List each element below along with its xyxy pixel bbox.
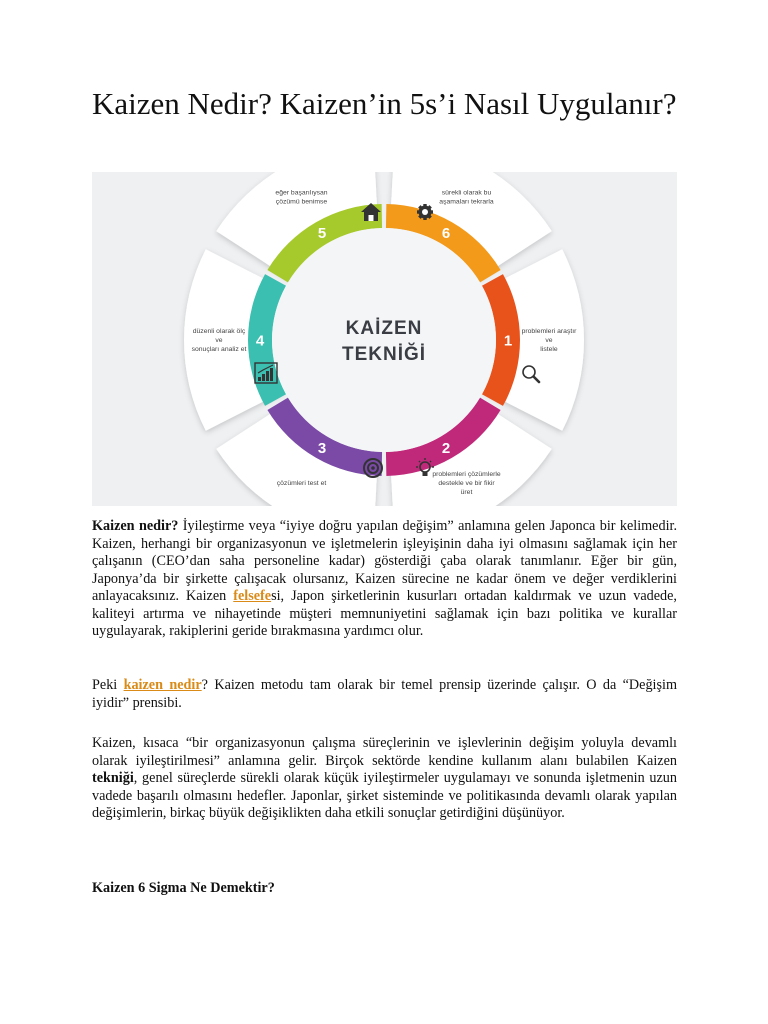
article-title: Kaizen Nedir? Kaizen’in 5s’i Nasıl Uygulanır? — [92, 86, 677, 121]
step-5-number: 5 — [317, 225, 327, 243]
step-5-label: eğer başarılıysan çözümü benimse — [275, 189, 328, 206]
step-4-label: düzenli olarak ölç ve sonuçları analiz et — [191, 328, 247, 353]
paragraph-improvement — [92, 735, 677, 823]
step-4-number: 4 — [255, 332, 265, 350]
paragraph-kaizen-definition — [92, 518, 677, 641]
step-6-label: sürekli olarak bu aşamaları tekrarla — [439, 189, 494, 206]
center-disc — [272, 228, 496, 452]
step-3-label: çözümleri test et — [276, 479, 327, 487]
step-1-number: 1 — [503, 332, 513, 350]
paragraph-text: , genel süreçlerde sürekli olarak küçük iyileştirmeler uygulamayı ve sonunda işletmenin uzun vadede başarılı olmasını hedefler. Japonlar, şirket sisteminde ve politikasında devamlı olarak yapılan değişimlerin, birkaç büyük değişiklikten daha etkili sonuçlar getirdiğini düşünüyor. — [92, 770, 677, 821]
step-6-number: 6 — [441, 225, 451, 243]
felsefe-link[interactable]: felsefe — [233, 588, 272, 604]
kaizen-wheel — [92, 172, 677, 506]
paragraph-bold-word: tekniği — [92, 770, 134, 786]
step-2-number: 2 — [441, 439, 451, 457]
paragraph-text: İyileştirme veya “iyiye doğru yapılan değişim” anlamına gelen Japonca bir kelimedir. Kaizen, herhangi bir organizasyonun ve işletmelerin işleyişinin daha iyi olmasını sağlamak için her çalışanın (CEO’dan saha personeline kadar) gösterdiği çaba olarak tanımlanır. Eğer bir gün, Japonya’da bir şirkette çalışacak olursanız, Kaizen sürecine ne kadar önem ve değer verdiklerini anlayacaksınız. Kaizen — [92, 518, 678, 604]
kaizen-nedir-link[interactable]: kaizen nedir — [123, 677, 202, 693]
step-3-number: 3 — [317, 439, 327, 457]
section-heading-six-sigma: Kaizen 6 Sigma Ne Demektir? — [92, 880, 275, 896]
center-title-line2: TEKNİĞİ — [341, 344, 427, 365]
paragraph-text: si, Japon şirketlerinin kusurları ortadan kaldırmak ve uzun vadede, kaliteyi artırma ve nihayetinde müşteri memnuniyetini sağlamak için bazı politika ve kurallar uygulayarak, rakiplerini geride bırakmasına yardımcı olur. — [92, 588, 677, 639]
paragraph-text: ? Kaizen metodu tam olarak bir temel prensip üzerinde çalışır. O da “Değişim iyidir” prensibi. — [92, 677, 677, 711]
kaizen-infographic — [92, 172, 677, 506]
gear-icon — [417, 204, 433, 220]
paragraph-lead: Kaizen nedir? — [92, 518, 179, 534]
step-2-label: problemleri çözümlerle destekle ve bir fikir üret — [432, 470, 501, 496]
paragraph-principle — [92, 677, 677, 712]
step-1-label: problemleri araştır ve listele — [521, 328, 577, 353]
paragraph-text: Kaizen, kısaca “bir organizasyonun çalışma süreçlerinin ve işlevlerinin değişim yoluyla devamlı olarak iyileştirilmesi” anlamına gelir. Birçok sektörde kendine kullanım alanı bulabilen Kaizen — [92, 735, 677, 769]
center-title-line1: KAİZEN — [345, 318, 423, 339]
paragraph-text: Peki — [92, 677, 124, 693]
